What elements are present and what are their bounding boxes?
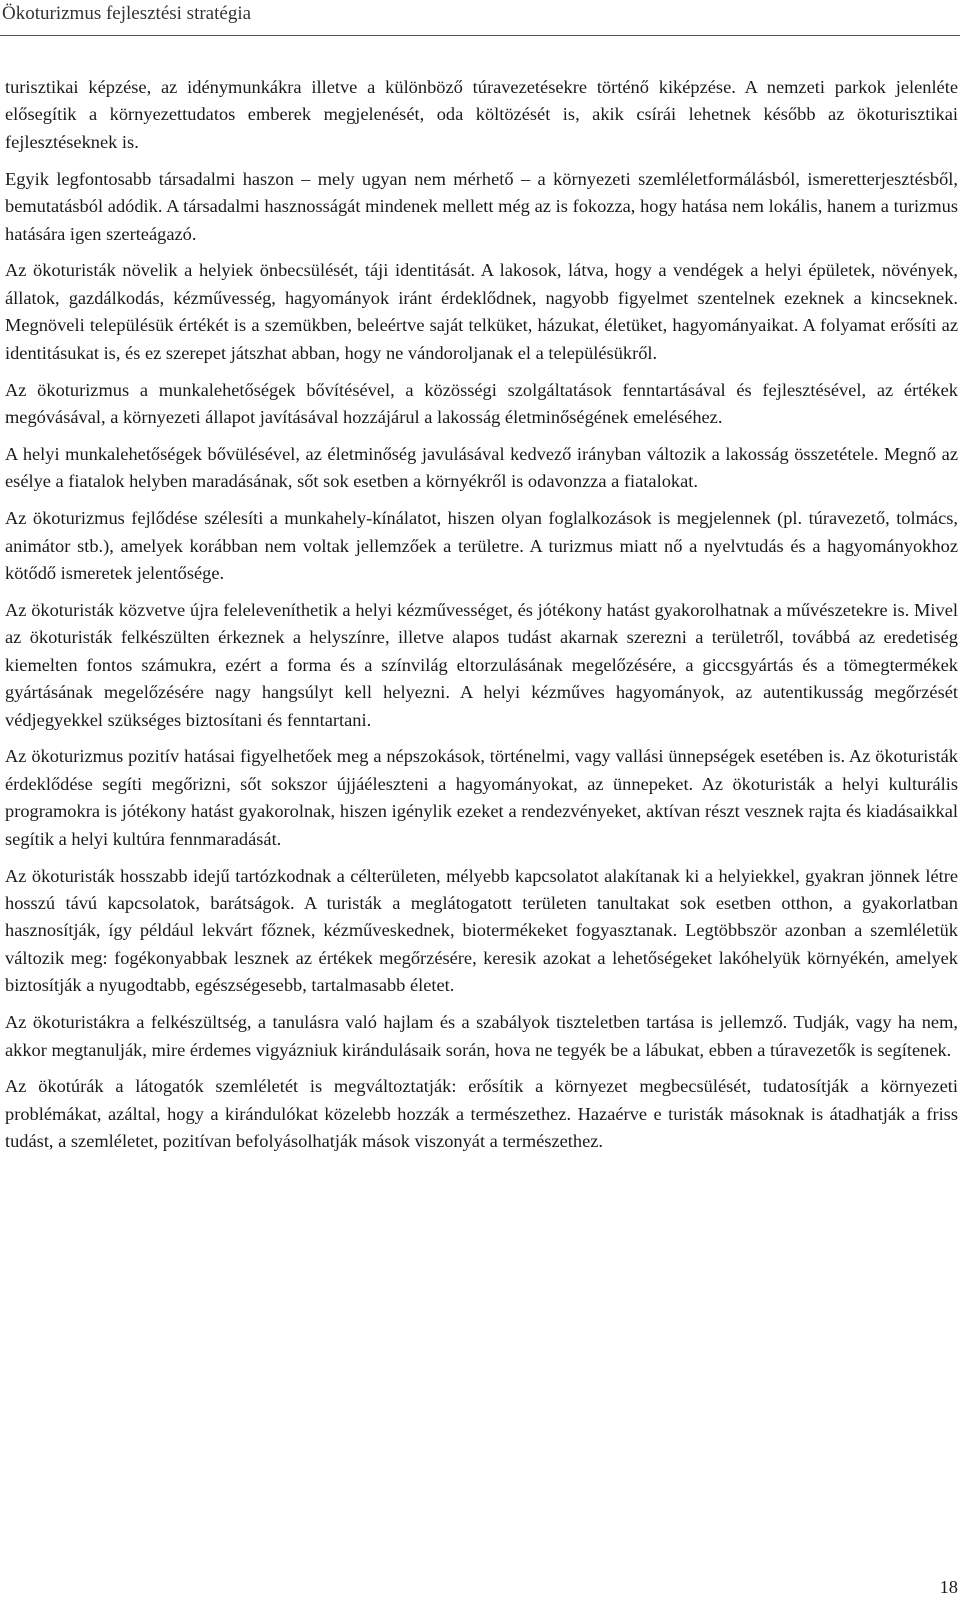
paragraph: Az ökoturizmus a munkalehetőségek bővítésével, a közösségi szolgáltatások fenntartásával és fejlesztésével, az értékek megóvásával, a környezeti állapot javításával hozzájárul a lakosság életminőségének emeléséhez. — [5, 379, 958, 427]
paragraph: Az ökoturisták közvetve újra feleleveníthetik a helyi kézművességet, és jótékony hatást gyakorolhatnak a művészetekre is. Mivel az ökoturisták felkészülten érkeznek a helyszínre, illetve alapos tudást akarnak szerezni a területről, továbbá az eredetiség kiemelten fontos számukra, ezért a forma és a színvilág eltorzulásának megelőzésére, a giccsgyártás és a tömegtermékek gyártásának megelőzésére nagy hangsúlyt kell helyezni. A helyi kézműves hagyományok, az autentikusság megőrzését védjegyekkel szükséges biztosítani és fenntartani. — [5, 599, 958, 730]
paragraph: Egyik legfontosabb társadalmi haszon – mely ugyan nem mérhető – a környezeti szemléletformálásból, ismeretterjesztésből, bemutatásból adódik. A társadalmi hasznosságát mindenek mellett még az is fokozza, hogy hatása nem lokális, hanem a turizmus hatására igen szerteágazó. — [5, 168, 958, 244]
paragraph: A helyi munkalehetőségek bővülésével, az életminőség javulásával kedvező irányban változik a lakosság összetétele. Megnő az esélye a fiatalok helyben maradásának, sőt sok esetben a környékről is odavonzza a fiatalokat. — [5, 443, 958, 492]
paragraph: Az ökoturizmus fejlődése szélesíti a munkahely-kínálatot, hiszen olyan foglalkozások is megjelennek (pl. túravezető, tolmács, animátor stb.), amelyek korábban nem voltak jellemzőek a területre. A turizmus miatt nő a nyelvtudás és a hagyományokhoz kötődő ismeretek jelentősége. — [5, 508, 958, 583]
document-body — [5, 74, 958, 1165]
paragraph: Az ökoturizmus pozitív hatásai figyelhetőek meg a népszokások, történelmi, vagy vallási ünnepségek esetében is. Az ökoturisták érdeklődése segíti megőrizni, sőt sokszor újjáéleszteni a hagyományokat, az ünnepeket. Az ökoturisták a helyi kulturális programokra is jótékony hatást gyakorolnak, hiszen igénylik ezeket a rendezvényeket, aktívan részt vesznek rajta és kiadásaikkal segítik a helyi kultúra fennmaradását. — [5, 746, 958, 849]
paragraph: Az ökoturisták hosszabb idejű tartózkodnak a célterületen, mélyebb kapcsolatot alakítanak ki a helyiekkel, gyakran jönnek létre hosszú távú kapcsolatok, barátságok. A turisták a meglátogatott területen tanultakat sok esetben otthon, a gyakorlatban hasznosítják, így például lekvárt főznek, kézműveskednek, biotermékeket fogyasztanak. Legtöbbször azonban a szemléletük változik meg: fogékonyabbak lesznek az értékek megőrzésére, keresik azokat a lehetőségeket lakóhelyük környékén, amelyek biztosítják a nyugodtabb, egészségesebb, tartalmasabb életet. — [5, 865, 958, 996]
page-header — [0, 0, 960, 36]
document-title: Ökoturizmus fejlesztési stratégia — [2, 3, 252, 24]
paragraph: Az ökotúrák a látogatók szemléletét is megváltoztatják: erősítik a környezet megbecsülését, tudatosítják a környezeti problémákat, azáltal, hogy a kirándulókat közelebb hozzák a természethez. Hazaérve e turisták másoknak is átadhatják a friss tudást, a szemléletet, pozitívan befolyásolhatják mások viszonyát a természethez. — [5, 1076, 958, 1152]
paragraph: Az ökoturistákra a felkészültség, a tanulásra való hajlam és a szabályok tiszteletben tartása is jellemző. Tudják, vagy ha nem, akkor megtanulják, mire érdemes vigyázniuk kirándulásaik során, hova ne tegyék be a lábukat, ebben a túravezetők is segítenek. — [5, 1012, 958, 1060]
page-number: 18 — [939, 1577, 958, 1597]
paragraph: turisztikai képzése, az idénymunkákra illetve a különböző túravezetésekre történő kiképzése. A nemzeti parkok jelenléte elősegítik a környezettudatos emberek megjelenését, oda költözését is, akik csírái lehetnek később az ökoturisztikai fejlesztéseknek is. — [5, 77, 958, 152]
paragraph: Az ökoturisták növelik a helyiek önbecsülését, táji identitását. A lakosok, látva, hogy a vendégek a helyi épületek, növények, állatok, gazdálkodás, kézművesség, hagyományok iránt érdeklődnek, nagyobb figyelmet szentelnek ezeknek a kincseknek. Megnöveli településük értékét is a szemükben, beleértve saját telküket, házukat, életüket, hagyományaikat. A folyamat erősíti az identitásukat is, és ez szerepet játszhat abban, hogy ne vándoroljanak el a településükről. — [5, 260, 958, 363]
